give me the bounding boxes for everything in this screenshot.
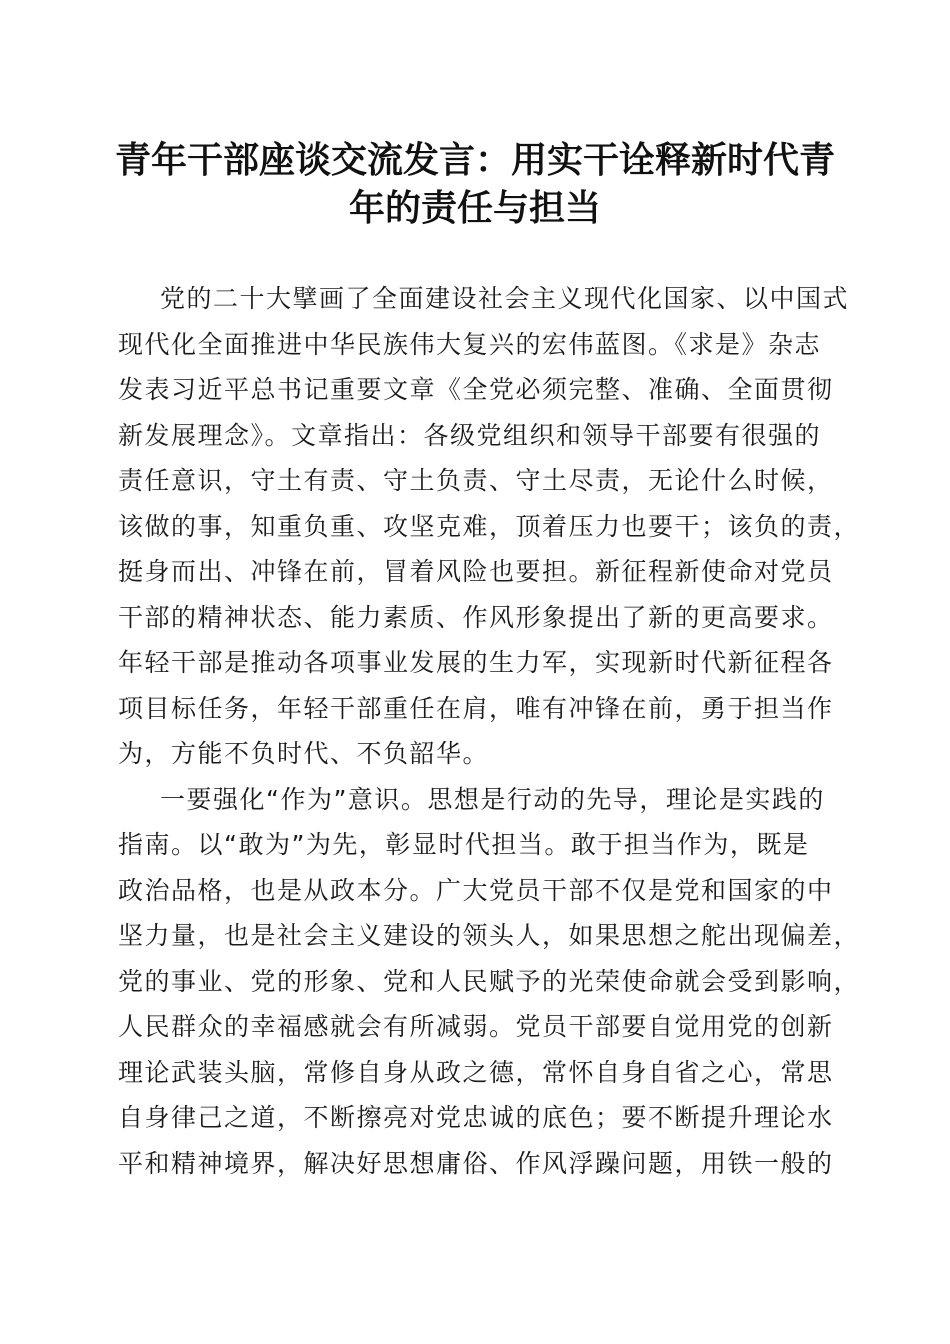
text-line: 党的事业、党的形象、党和人民赋予的光荣使命就会受到影响， [118,966,861,996]
title-line: 年的责任与担当 [348,187,601,229]
paragraph-1 [118,276,861,777]
text-line: 年轻干部是推动各项事业发展的生力军，实现新时代新征程各 [118,648,834,677]
document-body [118,276,861,1186]
text-line: 项目标任务，年轻干部重任在肩，唯有冲锋在前，勇于担当作 [118,693,834,723]
text-line: 政治品格，也是从政本分。广大党员干部不仅是党和国家的中 [118,875,834,905]
text-line: 新发展理念》。文章指出：各级党组织和领导干部要有很强的 [118,420,822,450]
text-line: 干部的精神状态、能力素质、作风形象提出了新的更高要求。 [118,602,834,632]
text-line: 发表习近平总书记重要文章《全党必须完整、准确、全面贯彻 [118,375,834,404]
text-line: 自身律己之道，不断擦亮对党忠诚的底色；要不断提升理论水 [118,1103,834,1132]
text-line: 指南。以“敢为”为先，彰显时代担当。敢于担当作为，既是 [118,830,810,859]
text-line: 党的二十大擘画了全面建设社会主义现代化国家、以中国式 [160,284,850,313]
title-line: 青年干部座谈交流发言：用实干诠释新时代青 [114,139,835,181]
text-line: 一要强化“作为”意识。思想是行动的先导，理论是实践的 [160,784,825,814]
text-line: 理论武装头脑，常修自身从政之德，常怀自身自省之心，常思 [118,1057,834,1087]
text-line: 为，方能不负时代、不负韶华。 [118,739,490,768]
text-line: 现代化全面推进中华民族伟大复兴的宏伟蓝图。《求是》杂志 [118,329,822,359]
text-line: 坚力量，也是社会主义建设的领头人，如果思想之舵出现偏差， [118,921,861,950]
paragraph-2 [118,777,861,1187]
text-line: 该做的事，知重负重、攻坚克难，顶着压力也要干；该负的责， [118,511,861,541]
text-line: 人民群众的幸福感就会有所减弱。党员干部要自觉用党的创新 [118,1012,834,1041]
text-line: 挺身而出、冲锋在前，冒着风险也要担。新征程新使命对党员 [118,557,834,586]
text-line: 责任意识，守土有责、守土负责、守土尽责，无论什么时候， [118,466,834,495]
document-title [100,136,850,232]
text-line: 平和精神境界，解决好思想庸俗、作风浮躁问题，用铁一般的 [118,1148,834,1178]
